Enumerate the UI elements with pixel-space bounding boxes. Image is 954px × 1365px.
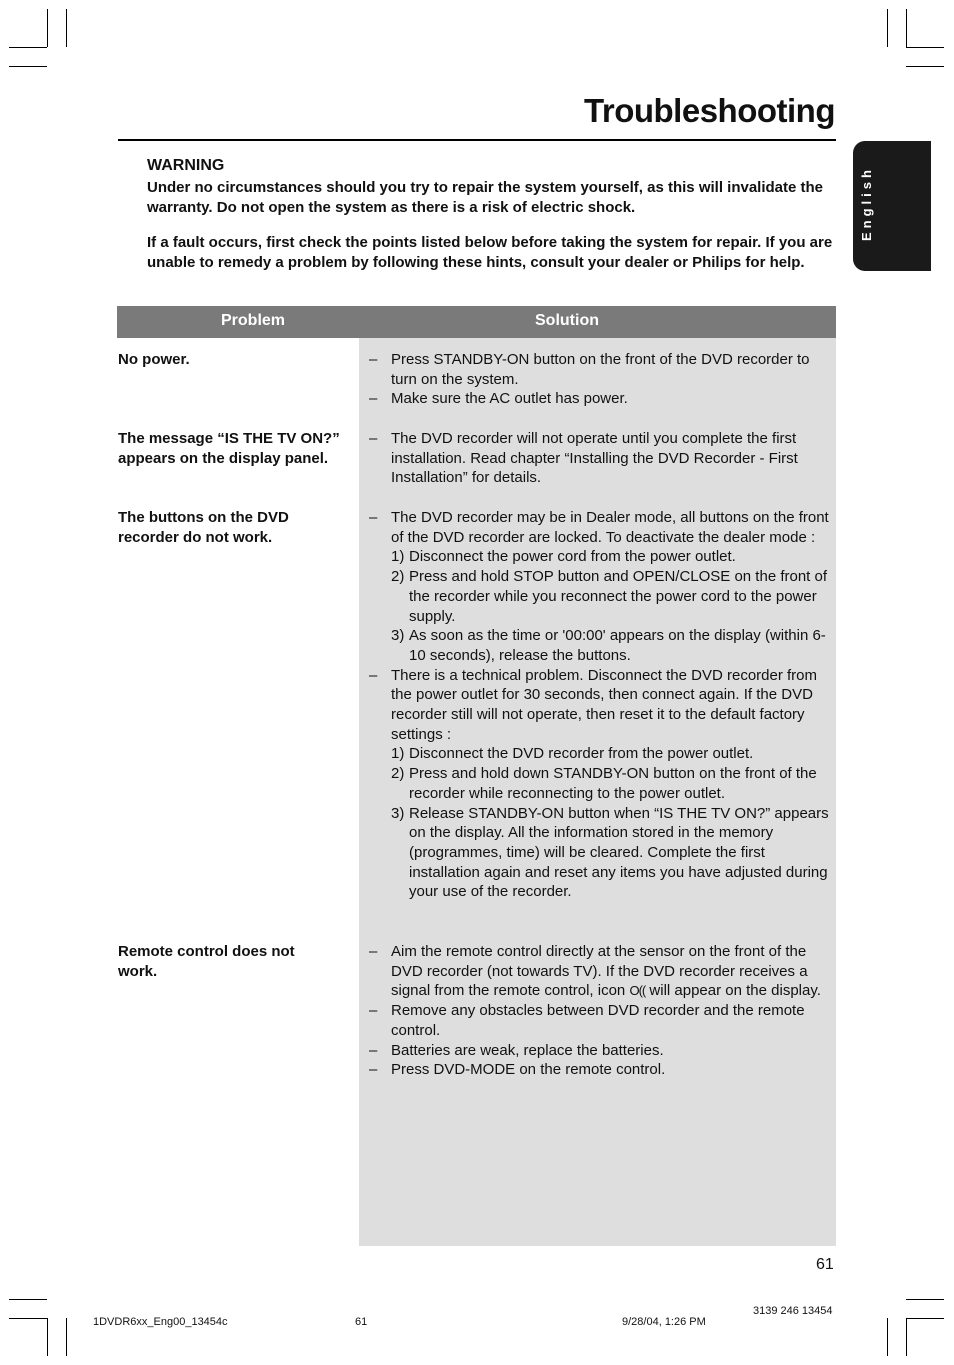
problem-column-header: Problem (221, 312, 286, 329)
solution-cell (369, 429, 834, 488)
crop-mark (906, 47, 944, 48)
solution-step: 1) Disconnect the DVD recorder from the power outlet. (391, 745, 754, 763)
crop-mark (906, 1318, 944, 1319)
solution-item: – Remove any obstacles between DVD recorder and the remote control. (369, 1002, 805, 1039)
solution-item: – The DVD recorder will not operate until you complete the first installation. Read chapter “Installing the DVD Recorder - First Installation” for details. (369, 430, 798, 487)
crop-mark (66, 1318, 67, 1356)
crop-mark (66, 9, 67, 47)
solution-item: – Batteries are weak, replace the batteries. (369, 1041, 664, 1059)
solution-cell (369, 508, 834, 902)
crop-mark (9, 1318, 47, 1319)
solution-item: – There is a technical problem. Disconnect the DVD recorder from the power outlet for 30 seconds, then connect again. If the DVD recorder still will not operate, then reset it to the default factory settings : (369, 666, 818, 743)
table-header (117, 306, 836, 338)
title-rule (118, 139, 836, 141)
problem-cell: The buttons on the DVD recorder do not work. (118, 509, 289, 546)
part-number: 3139 246 13454 (753, 1305, 833, 1317)
crop-mark (47, 1318, 48, 1356)
crop-mark (906, 9, 907, 47)
page-title: Troubleshooting (584, 92, 835, 129)
solution-cell (369, 942, 834, 1080)
solution-item: – The DVD recorder may be in Dealer mode, all buttons on the front of the DVD recorder are locked. To deactivate the dealer mode : (369, 509, 829, 546)
crop-mark (9, 66, 47, 67)
warning-text: Under no circumstances should you try to repair the system yourself, as this will invalidate the warranty. Do not open the system as there is a risk of electric shock. (147, 179, 824, 216)
problem-cell: Remote control does not work. (118, 943, 295, 980)
page-number: 61 (816, 1256, 834, 1273)
crop-mark (887, 1318, 888, 1356)
remote-signal-icon: O(( (629, 983, 646, 999)
intro-text: If a fault occurs, first check the points listed below before taking the system for repair. If you are unable to remedy a problem by following these hints, consult your dealer or Philips for help. (147, 234, 833, 271)
solution-step: 2) Press and hold STOP button and OPEN/CLOSE on the front of the recorder while you reconnect the power cord to the power supply. (391, 568, 828, 625)
solution-step: 3) Release STANDBY-ON button when “IS THE TV ON?” appears on the display. All the information stored in the memory (programmes, time) will be cleared. Complete the first installation again and reset any items you have adjusted during your use of the recorder. (391, 804, 829, 901)
solution-step: 1) Disconnect the power cord from the power outlet. (391, 548, 736, 566)
crop-mark (906, 66, 944, 67)
language-tab (853, 141, 931, 271)
warning-heading: WARNING (147, 157, 225, 174)
solution-item: – Press STANDBY-ON button on the front of the DVD recorder to turn on the system. (369, 351, 810, 388)
solution-item: – Make sure the AC outlet has power. (369, 390, 628, 408)
crop-mark (9, 1299, 47, 1300)
solution-item: – Aim the remote control directly at the sensor on the front of the DVD recorder (not towards TV). If the DVD recorder receives a signal from the remote control, icon O(( will appear on the display. (369, 943, 821, 1000)
solution-step: 2) Press and hold down STANDBY-ON button on the front of the recorder while reconnecting to the power outlet. (391, 765, 817, 802)
crop-mark (906, 1299, 944, 1300)
crop-mark (887, 9, 888, 47)
print-date: 9/28/04, 1:26 PM (622, 1316, 706, 1328)
problem-cell: The message “IS THE TV ON?” appears on the display panel. (118, 430, 340, 467)
solution-item: – Press DVD-MODE on the remote control. (369, 1061, 666, 1079)
crop-mark (9, 47, 47, 48)
solution-step: 3) As soon as the time or '00:00' appears on the display (within 6-10 seconds), release the buttons. (391, 627, 826, 664)
crop-mark (906, 1318, 907, 1356)
language-tab-label: English (859, 166, 874, 241)
crop-mark (47, 9, 48, 47)
file-page: 61 (355, 1316, 368, 1328)
solution-cell (369, 350, 834, 409)
solution-column-header: Solution (535, 312, 599, 329)
problem-cell: No power. (118, 351, 190, 368)
file-name: 1DVDR6xx_Eng00_13454c (93, 1316, 228, 1328)
